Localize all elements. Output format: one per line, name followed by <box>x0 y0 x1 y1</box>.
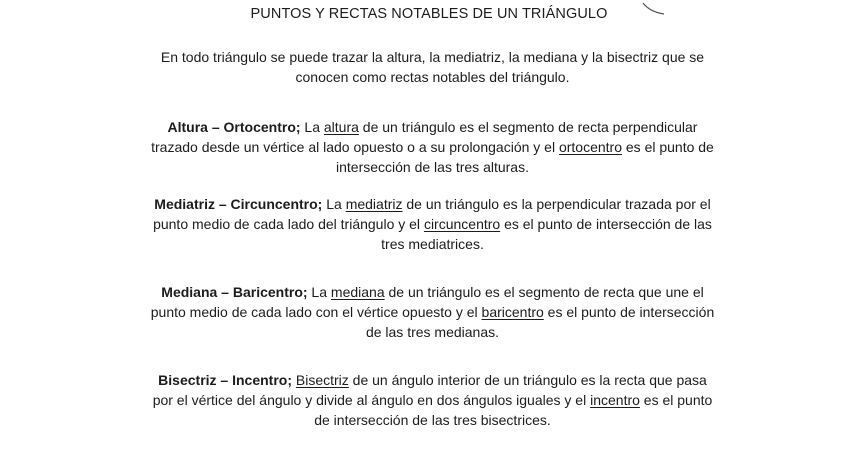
bisectriz-text: es el punto <box>639 392 713 408</box>
mediatriz-text: es el punto de intersección de las <box>500 216 712 232</box>
altura-paragraph <box>100 117 765 177</box>
altura-line-3: intersección de las tres alturas. <box>336 159 529 175</box>
mediatriz-line-2 <box>100 214 765 234</box>
mediana-paragraph <box>100 282 765 342</box>
mediatriz-line-3: tres mediatrices. <box>381 236 484 252</box>
page-title: PUNTOS Y RECTAS NOTABLES DE UN TRIÁNGULO <box>250 6 608 22</box>
mediana-text: punto medio de cada lado con el vértice opuesto y el <box>150 304 482 320</box>
bisectriz-term: Bisectriz <box>295 372 349 388</box>
bisectriz-text: de un ángulo interior de un triángulo es la recta que pasa <box>348 372 707 388</box>
bisectriz-heading: Bisectriz – Incentro; <box>158 372 292 388</box>
mediana-term: mediana <box>330 284 385 300</box>
altura-line-1 <box>100 117 765 137</box>
intro-paragraph <box>100 47 765 87</box>
altura-text: La <box>304 119 324 135</box>
mediana-heading: Mediana – Baricentro; <box>161 284 308 300</box>
ortocentro-term: ortocentro <box>558 139 622 155</box>
mediatriz-text: punto medio de cada lado del triángulo y el <box>153 216 424 232</box>
pen-stroke-mark <box>640 0 670 18</box>
mediatriz-paragraph <box>100 194 765 254</box>
mediatriz-line-1 <box>100 194 765 214</box>
mediatriz-text: de un triángulo es la perpendicular trazada por el <box>402 196 711 212</box>
incentro-term: incentro <box>590 392 640 408</box>
altura-line-2 <box>100 137 765 157</box>
altura-text: es el punto de <box>622 139 714 155</box>
mediana-text: de un triángulo es el segmento de recta que une el <box>384 284 704 300</box>
mediana-line-3: de las tres medianas. <box>365 324 500 340</box>
bisectriz-line-1 <box>100 370 765 390</box>
bisectriz-paragraph <box>100 370 765 430</box>
altura-term: altura <box>323 119 359 135</box>
mediana-text: es el punto de intersección <box>543 304 715 320</box>
mediana-line-1 <box>100 282 765 302</box>
bisectriz-line-3: de intersección de las tres bisectrices. <box>314 412 551 428</box>
bisectriz-line-2 <box>100 390 765 410</box>
mediatriz-term: mediatriz <box>345 196 403 212</box>
altura-text: de un triángulo es el segmento de recta perpendicular <box>358 119 698 135</box>
mediatriz-text: La <box>322 196 346 212</box>
altura-heading: Altura – Ortocentro; <box>167 119 301 135</box>
bisectriz-text: por el vértice del ángulo y divide al ángulo en dos ángulos iguales y el <box>152 392 591 408</box>
mediana-line-2 <box>100 302 765 322</box>
intro-line-1: En todo triángulo se puede trazar la altura, la mediatriz, la mediana y la bisectriz que se <box>160 49 705 65</box>
mediana-text: La <box>307 284 331 300</box>
circuncentro-term: circuncentro <box>423 216 501 232</box>
baricentro-term: baricentro <box>481 304 544 320</box>
altura-text: trazado desde un vértice al lado opuesto o a su prolongación y el <box>151 139 559 155</box>
mediatriz-heading: Mediatriz – Circuncentro; <box>154 196 323 212</box>
intro-line-2: conocen como rectas notables del triángulo. <box>295 69 570 85</box>
